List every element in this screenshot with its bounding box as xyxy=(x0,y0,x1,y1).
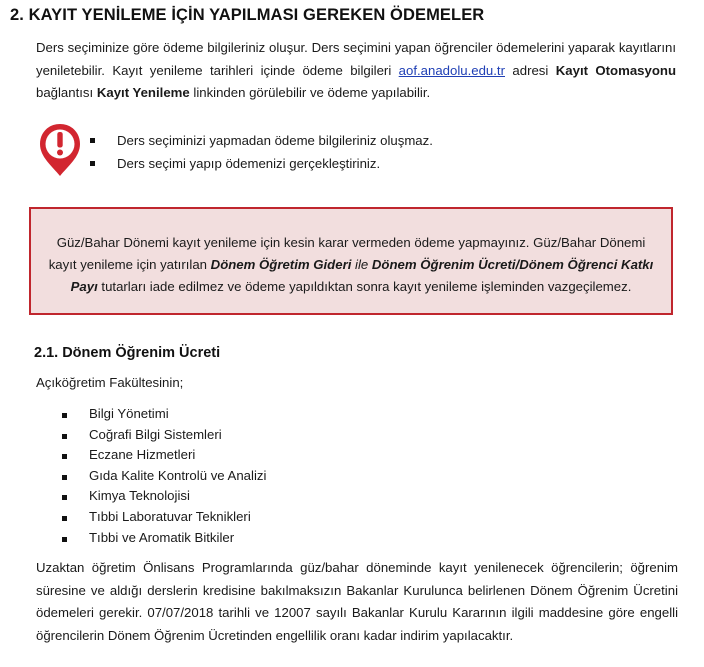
list-item: Eczane Hizmetleri xyxy=(62,445,266,466)
intro-text-2: adresi xyxy=(505,62,556,78)
list-item: Bilgi Yönetimi xyxy=(62,404,266,425)
aof-link[interactable]: aof.anadolu.edu.tr xyxy=(398,62,505,78)
alert-text-2: tutarları iade edilmez ve ödeme yapıldıktan sonra kayıt yenileme işleminden vazgeçilemez. xyxy=(97,279,632,294)
refund-warning-text xyxy=(45,232,657,298)
intro-text-1: Ders seçiminize göre ödeme bilgileriniz oluşur. Ders seçimini yapan öğrenciler ödemelerini yaparak kayıtlarını yeniletebilir. Kayıt yenileme tarihleri içinde ödeme bilgileri xyxy=(36,40,676,78)
intro-text-4: linkinden görülebilir ve ödeme yapılabilir. xyxy=(189,85,431,100)
exclamation-pin-icon xyxy=(38,122,82,178)
subsection-title: 2.1. Dönem Öğrenim Ücreti xyxy=(34,345,221,361)
tuition-paragraph: Uzaktan öğretim Önlisans Programlarında güz/bahar döneminde kayıt yenilenecek öğrencilerin; öğrenim süresine ve aldığı derslerin kredisine bakılmaksızın Bakanlar Kurulunca belirlenen Dönem Öğrenim Ücretini ödemeleri gerekir. 07/07/2018 tarihli ve 12007 sayılı Bakanlar Kurulu Kararının ilgili maddesine göre engelli öğrencilerin Dönem Öğrenim Ücretinden engellilik oranı kadar indirim yapılacaktır. xyxy=(36,560,678,643)
refund-warning-box xyxy=(29,207,673,315)
kayit-otomasyonu-bold: Kayıt Otomasyonu xyxy=(555,62,677,78)
warning-list xyxy=(90,129,433,175)
section-title: 2. KAYIT YENİLEME İÇİN YAPILMASI GEREKEN ÖDEMELER xyxy=(10,6,485,24)
list-item: Gıda Kalite Kontrolü ve Analizi xyxy=(62,466,266,487)
alert-text-1: Güz/Bahar Dönemi kayıt yenileme için kesin karar vermeden ödeme yapmayınız. Güz/Bahar Dönemi kayıt yenileme için yatırılan xyxy=(48,235,646,272)
alert-text-ile: ile xyxy=(351,257,372,272)
list-item: Ders seçimi yapıp ödemenizi gerçekleştiriniz. xyxy=(90,152,433,175)
kayit-yenileme-bold: Kayıt Yenileme xyxy=(96,85,190,100)
program-list xyxy=(62,404,266,548)
list-item: Tıbbi Laboratuvar Teknikleri xyxy=(62,507,266,528)
donem-ogrenim-ucreti: Dönem Öğrenim Ücreti/Dönem Öğrenci Katkı Payı xyxy=(70,257,654,294)
faculty-intro: Açıköğretim Fakültesinin; xyxy=(36,375,184,390)
list-item: Kimya Teknolojisi xyxy=(62,486,266,507)
list-item: Tıbbi ve Aromatik Bitkiler xyxy=(62,528,266,549)
list-item: Coğrafi Bilgi Sistemleri xyxy=(62,425,266,446)
donem-ogretim-gideri: Dönem Öğretim Gideri xyxy=(210,257,352,272)
intro-paragraph xyxy=(36,37,676,105)
list-item: Ders seçiminizi yapmadan ödeme bilgileriniz oluşmaz. xyxy=(90,129,433,152)
intro-text-3: bağlantısı xyxy=(36,85,97,100)
